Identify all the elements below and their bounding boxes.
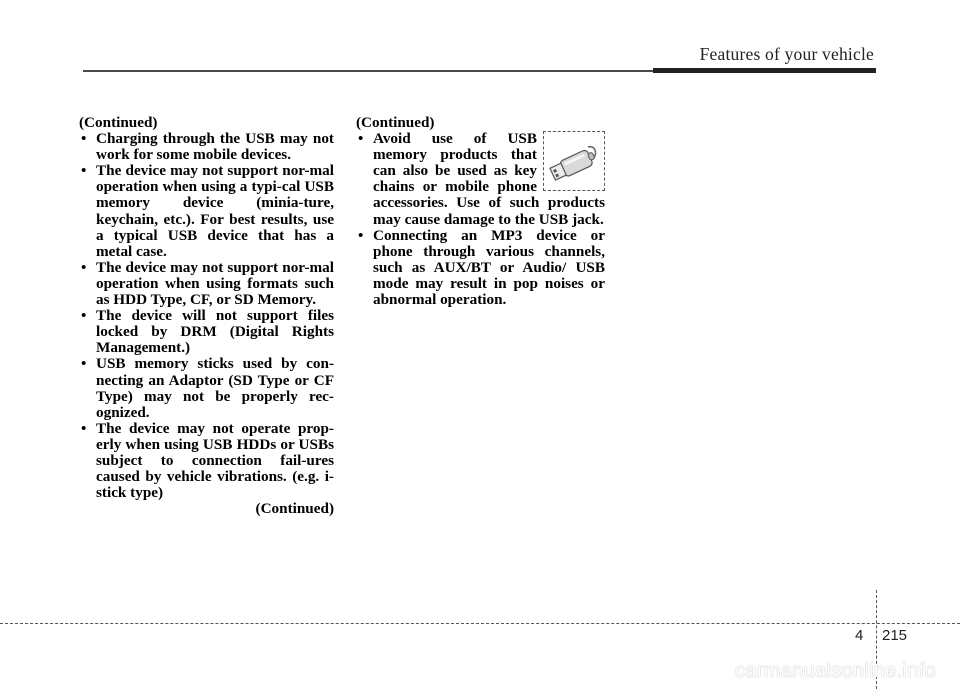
continued-label-top: (Continued) bbox=[356, 114, 435, 131]
continued-label-bottom: (Continued) bbox=[255, 500, 334, 518]
chapter-number: 4 bbox=[855, 627, 864, 644]
list-item bbox=[79, 131, 334, 163]
list-item-text: The device will not support files locked by DRM (Digital Rights Management.) bbox=[96, 307, 334, 357]
bullet-glyph: • bbox=[358, 226, 364, 244]
list-item-text: The device may not support nor-mal operation when using formats such as HDD Type, CF, or SD Memory. bbox=[96, 258, 334, 309]
list-item bbox=[79, 163, 334, 260]
list-item-text: Charging through the USB may not work for some mobile devices. bbox=[96, 130, 334, 164]
bullet-list-right bbox=[356, 131, 605, 308]
list-item bbox=[79, 260, 334, 308]
list-item bbox=[356, 228, 605, 308]
bullet-glyph: • bbox=[81, 419, 87, 437]
watermark: carmanualsonline.info bbox=[735, 660, 936, 682]
bullet-list-left bbox=[79, 131, 334, 501]
list-item-text: Connecting an MP3 device or phone through various channels, such as AUX/BT or Audio/ USB mode may result in pop noises or abnormal operation. bbox=[373, 226, 605, 309]
list-item-text: USB memory sticks used by con-necting an Adaptor (SD Type or CF Type) may not be properly rec-ognized. bbox=[96, 355, 334, 421]
bullet-glyph: • bbox=[81, 258, 87, 276]
page-number: 215 bbox=[882, 627, 908, 644]
list-item bbox=[79, 356, 334, 420]
bullet-glyph: • bbox=[81, 307, 87, 325]
list-item bbox=[79, 421, 334, 501]
bullet-glyph: • bbox=[81, 355, 87, 373]
usb-illustration bbox=[543, 131, 605, 191]
list-item-text: The device may not operate prop-erly when using USB HDDs or USBs subject to connection fail-ures caused by vehicle vibrations. (e.g. i-stick type) bbox=[96, 419, 334, 502]
continued-label-top: (Continued) bbox=[79, 114, 158, 131]
header-rule bbox=[83, 70, 653, 72]
bullet-glyph: • bbox=[81, 130, 87, 148]
list-item-text: Avoid use of USB memory products that can also be used as key chains or mobile phone accessories. Use of such products may cause damage to the USB jack. bbox=[373, 130, 605, 228]
list-item bbox=[79, 308, 334, 356]
header-title: Features of your vehicle bbox=[699, 44, 874, 64]
bullet-glyph: • bbox=[358, 130, 364, 148]
header-rule-accent bbox=[653, 68, 876, 73]
footer-rule bbox=[0, 623, 960, 624]
right-column bbox=[356, 115, 605, 308]
list-item bbox=[356, 131, 605, 228]
bullet-glyph: • bbox=[81, 162, 87, 180]
list-item-text: The device may not support nor-mal operation when using a typi-cal USB memory device (minia-ture, keychain, etc.). For best results, use a typical USB device that has a metal case. bbox=[96, 162, 334, 260]
usb-keychain-icon bbox=[548, 137, 600, 185]
left-column bbox=[79, 115, 334, 517]
